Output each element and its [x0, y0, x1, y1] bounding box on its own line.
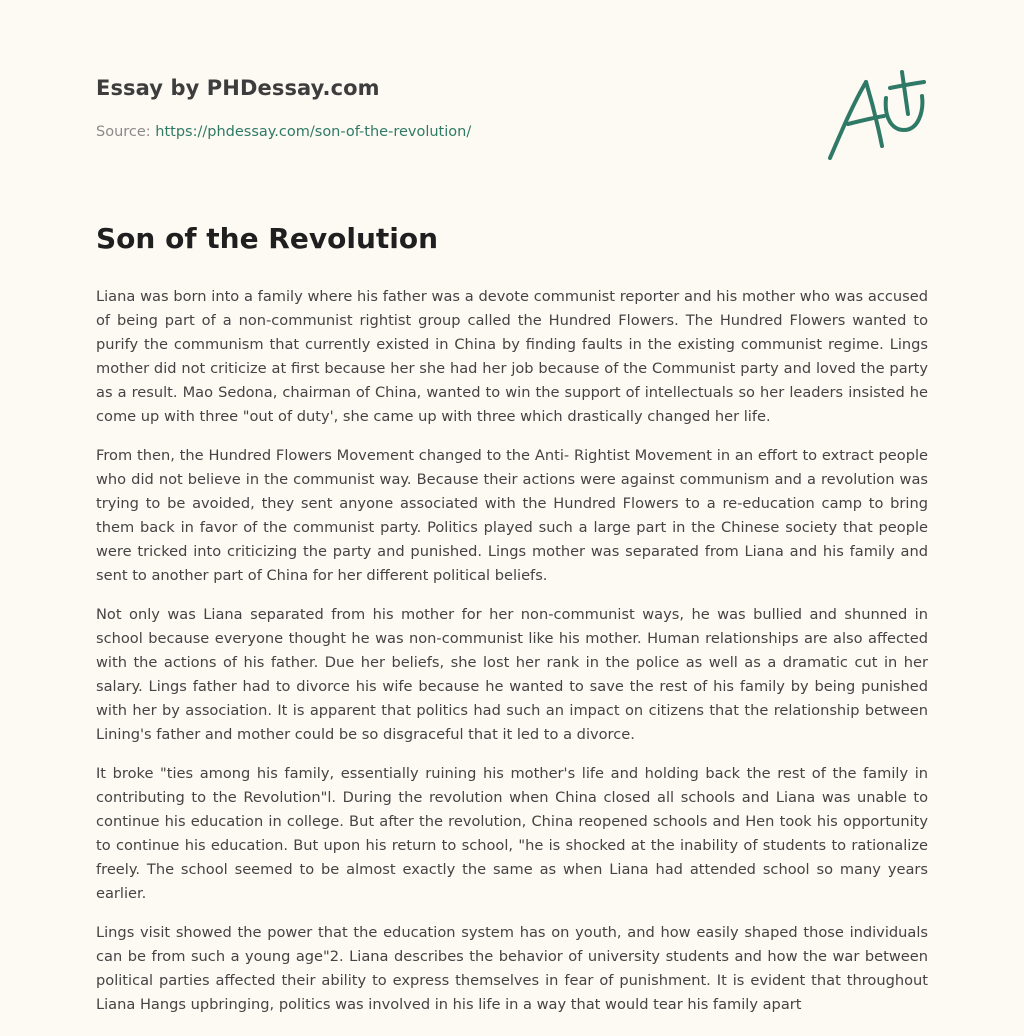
paragraph: Not only was Liana separated from his mother for her non-communist ways, he was bullied and shunned in school because everyone thought he was non-communist like his mother. Human relationships are also affected with the actions of his father. Due her beliefs, she lost her rank in the police as well as a dramatic cut in her salary. Lings father had to divorce his wife because he wanted to save the rest of his family by being punished with her by association. It is apparent that politics had such an impact on citizens that the relationship between Lining's father and mother could be so disgraceful that it led to a divorce.: [96, 606, 928, 743]
essay-title: Son of the Revolution: [96, 222, 439, 255]
header: [96, 76, 936, 140]
essay-body: [96, 285, 928, 1032]
paragraph: It broke "ties among his family, essentially ruining his mother's life and holding back the rest of the family in contributing to the Revolution"l. During the revolution when China closed all schools and Liana was unable to continue his education in college. But after the revolution, China reopened schools and Hen took his opportunity to continue his education. But upon his return to school, "he is shocked at the inability of students to rationalize freely. The school seemed to be almost exactly the same as when Liana had attended school so many years earlier.: [96, 765, 928, 902]
source-link[interactable]: https://phdessay.com/son-of-the-revolution/: [155, 124, 472, 140]
a-plus-logo-icon: [820, 66, 932, 166]
paragraph: Liana was born into a family where his father was a devote communist reporter and his mother who was accused of being part of a non-communist rightist group called the Hundred Flowers. The Hundred Flowers wanted to purify the communism that currently existed in China by finding faults in the existing communist regime. Lings mother did not criticize at first because her she had her job because of the Communist party and loved the party as a result. Mao Sedona, chairman of China, wanted to win the support of intellectuals so her leaders insisted he come up with three "out of duty', she came up with three which drastically changed her life.: [96, 288, 928, 425]
source-label: Source:: [96, 124, 156, 140]
source-line: [96, 124, 471, 140]
paragraph: Lings visit showed the power that the education system has on youth, and how easily shaped those individuals can be from such a young age"2. Liana describes the behavior of university students and how the war between political parties affected their ability to express themselves in fear of punishment. It is evident that throughout Liana Hangs upbringing, politics was involved in his life in a way that would tear his family apart: [96, 924, 928, 1013]
site-brand: Essay by PHDessay.com: [96, 76, 380, 100]
paragraph: From then, the Hundred Flowers Movement changed to the Anti- Rightist Movement in an effort to extract people who did not believe in the communist way. Because their actions were against communism and a revolution was trying to be avoided, they sent anyone associated with the Hundred Flowers to a re-education camp to bring them back in favor of the communist party. Politics played such a large part in the Chinese society that people were tricked into criticizing the party and punished. Lings mother was separated from Liana and his family and sent to another part of China for her different political beliefs.: [96, 447, 928, 584]
